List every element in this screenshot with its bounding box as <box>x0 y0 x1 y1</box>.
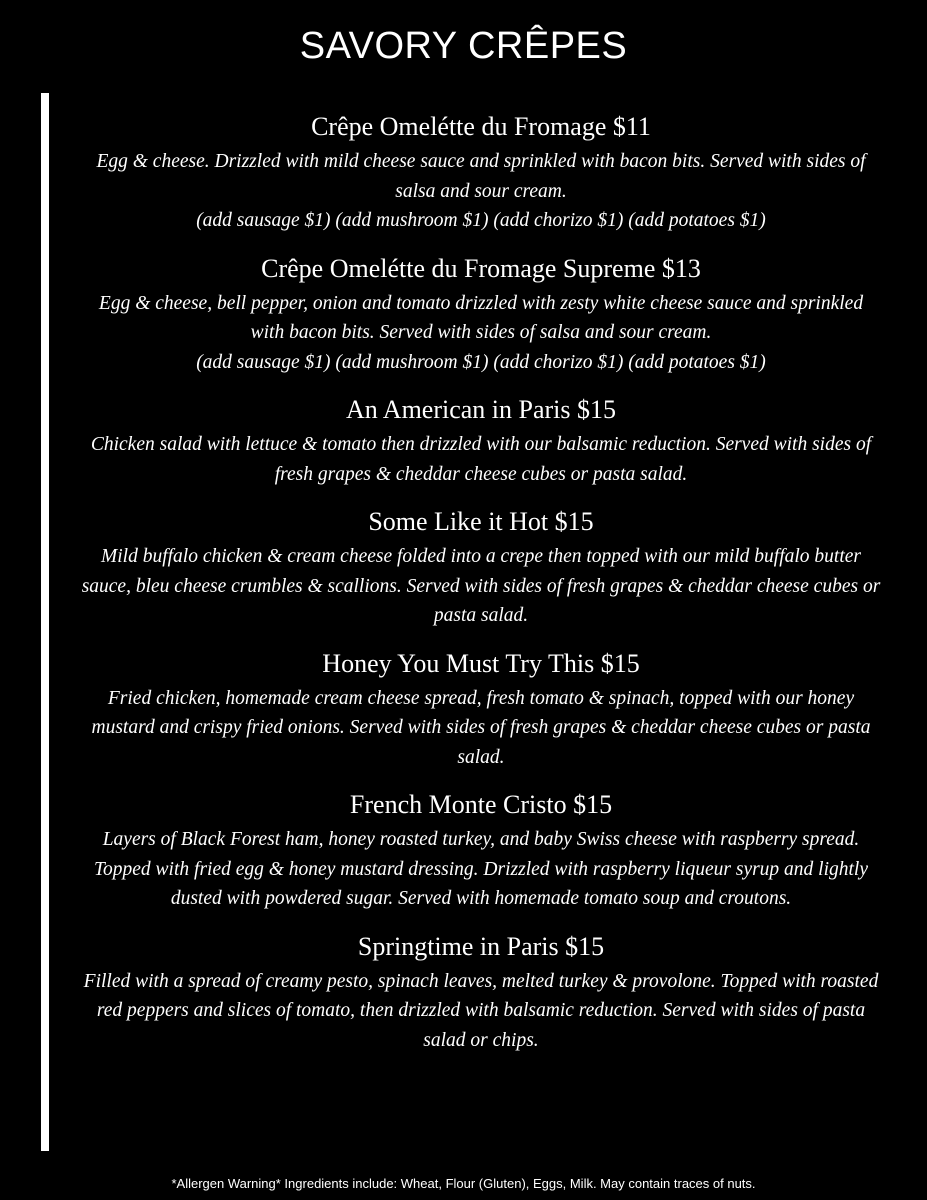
item-name: An American in Paris $15 <box>345 395 617 424</box>
item-name: Some Like it Hot $15 <box>368 507 594 536</box>
menu-item-springtime-in-paris <box>72 927 890 1056</box>
menu-item-fromage-supreme <box>72 249 890 378</box>
menu-item-honey-you-must-try-this <box>72 644 890 773</box>
item-description: Fried chicken, homemade cream cheese spread, fresh tomato & spinach, topped with our honey mustard and crispy fried onions. Served with sides of fresh grapes & cheddar cheese cubes or pasta salad. <box>91 687 871 768</box>
item-addons: (add sausage $1) (add mushroom $1) (add chorizo $1) (add potatoes $1) <box>196 351 766 373</box>
page-title: SAVORY CRÊPES <box>299 25 628 67</box>
menu-item-american-in-paris <box>72 390 890 489</box>
vertical-divider <box>41 93 49 1151</box>
menu-item-some-like-it-hot <box>72 502 890 631</box>
item-name: Springtime in Paris $15 <box>357 931 605 961</box>
item-addons: (add sausage $1) (add mushroom $1) (add chorizo $1) (add potatoes $1) <box>196 210 766 231</box>
item-name: Crêpe Omelétte du Fromage Supreme $13 <box>261 253 701 283</box>
item-name: French Monte Cristo $15 <box>349 790 613 819</box>
item-description: Egg & cheese, bell pepper, onion and tomato drizzled with zesty white cheese sauce and sprinkled with bacon bits. Served with sides of salsa and sour cream. <box>98 292 864 343</box>
item-description: Filled with a spread of creamy pesto, spinach leaves, melted turkey & provolone. Topped with roasted red peppers and slices of tomato, then drizzled with balsamic reduction. Served with sides of pasta salad or chips. <box>83 970 879 1051</box>
menu-item-fromage <box>72 107 890 236</box>
menu-item-french-monte-cristo <box>72 785 890 914</box>
item-name: Crêpe Omelétte du Fromage $11 <box>311 112 651 141</box>
item-description: Chicken salad with lettuce & tomato then drizzled with our balsamic reduction. Served with sides of fresh grapes & cheddar cheese cubes or pasta salad. <box>90 434 872 485</box>
item-description: Egg & cheese. Drizzled with mild cheese sauce and sprinkled with bacon bits. Served with sides of salsa and sour cream. <box>96 151 866 202</box>
item-description: Mild buffalo chicken & cream cheese folded into a crepe then topped with our mild buffalo butter sauce, bleu cheese crumbles & scallions. Served with sides of fresh grapes & cheddar cheese cubes or pasta salad. <box>81 546 881 626</box>
item-description: Layers of Black Forest ham, honey roasted turkey, and baby Swiss cheese with raspberry spread. Topped with fried egg & honey mustard dressing. Drizzled with raspberry liqueur syrup and lightly dusted with powdered sugar. Served with homemade tomato soup and croutons. <box>93 829 869 909</box>
menu-list <box>72 107 890 1068</box>
item-name: Honey You Must Try This $15 <box>322 648 640 678</box>
allergen-warning: *Allergen Warning* Ingredients include: Wheat, Flour (Gluten), Eggs, Milk. May contain traces of nuts. <box>171 1176 756 1191</box>
